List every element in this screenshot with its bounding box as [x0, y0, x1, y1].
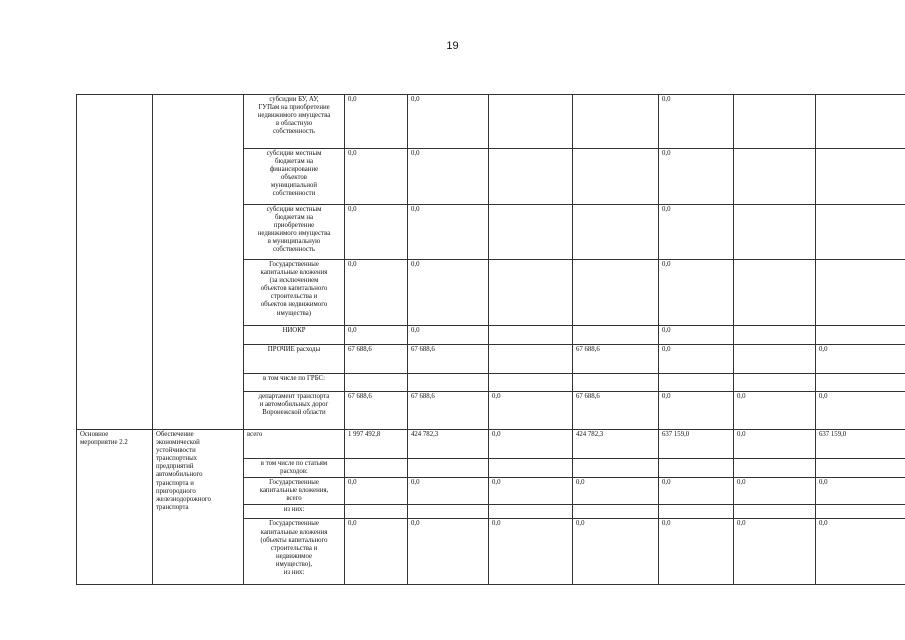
value-cell: 0,0 [489, 519, 573, 585]
value-cell [659, 459, 734, 478]
value-cell: 0,0 [408, 519, 489, 585]
value-cell: 0,0 [659, 205, 734, 260]
value-cell [573, 326, 659, 345]
value-cell [734, 149, 816, 205]
value-cell [659, 505, 734, 519]
value-cell: 0,0 [659, 519, 734, 585]
value-cell: 0,0 [345, 478, 408, 505]
row-name: из них: [244, 505, 345, 519]
value-cell [734, 95, 816, 149]
value-cell: 0,0 [734, 478, 816, 505]
table-row [77, 95, 905, 149]
row-name: ПРОЧИЕ расходы [244, 345, 345, 374]
row-name: Государственные капитальные вложения, всего [244, 478, 345, 505]
value-cell [489, 326, 573, 345]
value-cell: 0,0 [659, 392, 734, 430]
value-cell: 1 997 492,8 [345, 430, 408, 459]
value-cell: 0,0 [408, 326, 489, 345]
value-cell [816, 374, 905, 392]
value-cell [489, 95, 573, 149]
value-cell: 0,0 [408, 149, 489, 205]
value-cell [734, 345, 816, 374]
page-number: 19 [446, 40, 459, 52]
value-cell [489, 149, 573, 205]
value-cell: 0,0 [345, 519, 408, 585]
value-cell: 0,0 [345, 95, 408, 149]
value-cell [573, 95, 659, 149]
value-cell: 0,0 [489, 430, 573, 459]
value-cell: 0,0 [408, 478, 489, 505]
value-cell [659, 374, 734, 392]
value-cell: 0,0 [816, 519, 905, 585]
value-cell: 0,0 [659, 478, 734, 505]
value-cell: 0,0 [734, 392, 816, 430]
table-row [77, 430, 905, 459]
value-cell: 0,0 [345, 149, 408, 205]
value-cell [489, 345, 573, 374]
value-cell [816, 149, 905, 205]
value-cell [489, 260, 573, 326]
value-cell: 0,0 [734, 430, 816, 459]
value-cell: 0,0 [489, 478, 573, 505]
value-cell [489, 505, 573, 519]
value-cell: 0,0 [345, 326, 408, 345]
value-cell: 0,0 [345, 260, 408, 326]
value-cell [489, 459, 573, 478]
value-cell [489, 374, 573, 392]
value-cell: 67 688,6 [408, 392, 489, 430]
row-name: Государственные капитальные вложения (за исключением объектов капитального строительства и объектов недвижимого имущества) [244, 260, 345, 326]
budget-table [76, 94, 905, 585]
value-cell: 67 688,6 [573, 392, 659, 430]
value-cell [489, 205, 573, 260]
value-cell: 0,0 [816, 392, 905, 430]
value-cell: 637 159,0 [659, 430, 734, 459]
value-cell [734, 326, 816, 345]
empty-title-cell [77, 95, 153, 430]
value-cell [408, 459, 489, 478]
value-cell [816, 459, 905, 478]
value-cell [816, 326, 905, 345]
value-cell [573, 205, 659, 260]
row-name: субсидии местным бюджетам на финансирование объектов муниципальной собственности [244, 149, 345, 205]
row-name: Государственные капитальные вложения (объекты капитального строительства и недвижимое имущество), из них: [244, 519, 345, 585]
row-name: субсидии БУ, АУ, ГУПам на приобретение недвижимого имущества в областную собственность [244, 95, 345, 149]
value-cell: 0,0 [408, 260, 489, 326]
value-cell [734, 205, 816, 260]
value-cell: 0,0 [734, 519, 816, 585]
row-name: субсидии местным бюджетам на приобретение недвижимого имущества в муниципальную собственность [244, 205, 345, 260]
value-cell: 0,0 [659, 95, 734, 149]
value-cell: 0,0 [408, 95, 489, 149]
value-cell: 0,0 [659, 149, 734, 205]
value-cell: 67 688,6 [345, 345, 408, 374]
value-cell [573, 149, 659, 205]
value-cell: 0,0 [345, 205, 408, 260]
value-cell [573, 374, 659, 392]
value-cell [734, 459, 816, 478]
value-cell [408, 505, 489, 519]
value-cell: 0,0 [659, 260, 734, 326]
value-cell [734, 374, 816, 392]
row-name: НИОКР [244, 326, 345, 345]
value-cell: 424 782,3 [573, 430, 659, 459]
row-name: всего [244, 430, 345, 459]
value-cell [816, 95, 905, 149]
measure-title: Основное мероприятие 2.2 [77, 430, 153, 585]
value-cell [345, 374, 408, 392]
value-cell: 0,0 [816, 345, 905, 374]
value-cell [573, 505, 659, 519]
value-cell [734, 505, 816, 519]
value-cell [816, 260, 905, 326]
value-cell [573, 260, 659, 326]
value-cell [816, 505, 905, 519]
value-cell: 0,0 [408, 205, 489, 260]
value-cell: 637 159,0 [816, 430, 905, 459]
row-name: в том числе по статьям расходов: [244, 459, 345, 478]
value-cell [573, 459, 659, 478]
value-cell [345, 505, 408, 519]
value-cell: 0,0 [489, 392, 573, 430]
value-cell [816, 205, 905, 260]
value-cell [408, 374, 489, 392]
value-cell: 0,0 [659, 326, 734, 345]
value-cell: 67 688,6 [408, 345, 489, 374]
value-cell: 0,0 [816, 478, 905, 505]
value-cell: 0,0 [573, 478, 659, 505]
value-cell: 0,0 [573, 519, 659, 585]
value-cell: 424 782,3 [408, 430, 489, 459]
value-cell: 67 688,6 [345, 392, 408, 430]
value-cell [345, 459, 408, 478]
empty-description-cell [153, 95, 244, 430]
value-cell [734, 260, 816, 326]
row-name: департамент транспорта и автомобильных дорог Воронежской области [244, 392, 345, 430]
row-name: в том числе по ГРБС: [244, 374, 345, 392]
value-cell: 67 688,6 [573, 345, 659, 374]
value-cell: 0,0 [659, 345, 734, 374]
measure-description: Обеспечение экономической устойчивости транспортных предприятий автомобильного транспорта и пригородного железнодорожного транспорта [153, 430, 244, 585]
